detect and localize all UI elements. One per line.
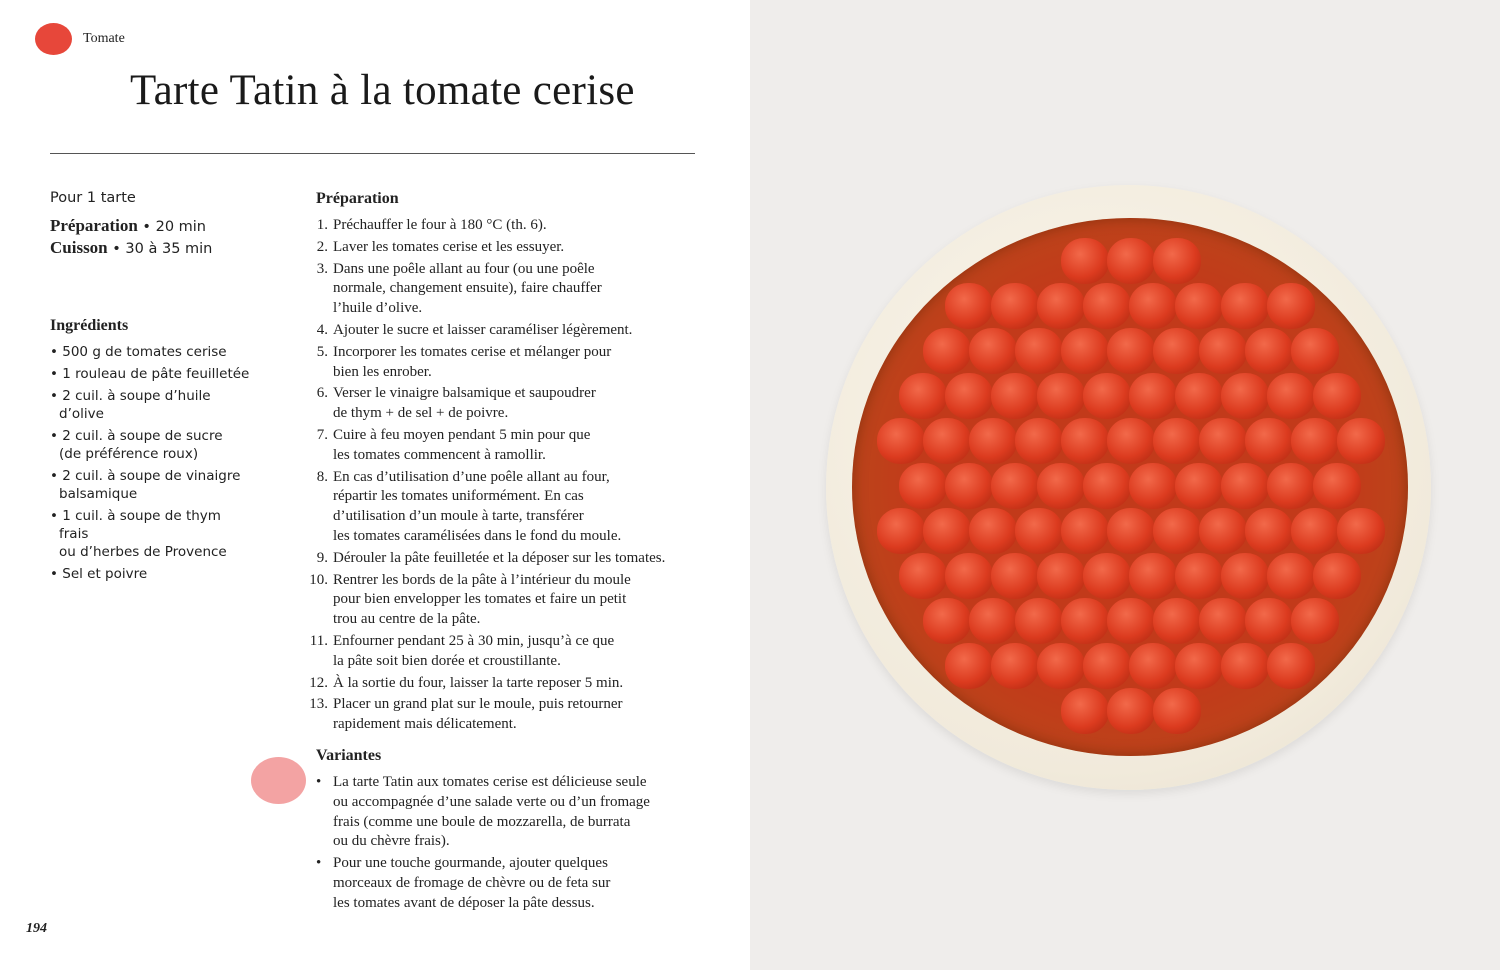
step-number: 2. bbox=[316, 238, 328, 255]
cherry-tomato bbox=[945, 553, 993, 599]
cherry-tomato bbox=[1221, 373, 1269, 419]
tarte-tatin bbox=[852, 218, 1408, 756]
cherry-tomato bbox=[1061, 688, 1109, 734]
step-number: 4. bbox=[316, 321, 328, 338]
cherry-tomato bbox=[1153, 328, 1201, 374]
cherry-tomato bbox=[1267, 643, 1315, 689]
cherry-tomato bbox=[1267, 373, 1315, 419]
cook-time bbox=[50, 238, 212, 258]
cherry-tomato bbox=[1313, 463, 1361, 509]
cherry-tomato bbox=[899, 463, 947, 509]
cherry-tomato bbox=[877, 418, 925, 464]
step-number: 5. bbox=[316, 343, 328, 360]
cherry-tomato bbox=[991, 643, 1039, 689]
ingredient-item: • 1 cuil. à soupe de thym frais ou d’herbes de Provence bbox=[50, 508, 227, 560]
servings: Pour 1 tarte bbox=[50, 190, 136, 206]
bullet: • bbox=[316, 855, 322, 872]
cherry-tomato bbox=[877, 508, 925, 554]
cherry-tomato bbox=[1107, 598, 1155, 644]
step-item bbox=[300, 260, 680, 319]
step-text: En cas d’utilisation d’une poêle allant au four, répartir les tomates uniformément. En cas d’utilisation d’un moule à tarte, transférer les tomates caramélisées dans le fond du moule. bbox=[333, 468, 622, 544]
step-item bbox=[300, 321, 680, 341]
cherry-tomato bbox=[1061, 598, 1109, 644]
cherry-tomato bbox=[1245, 508, 1293, 554]
cherry-tomato bbox=[1107, 328, 1155, 374]
cherry-tomato bbox=[991, 373, 1039, 419]
cherry-tomato bbox=[1199, 418, 1247, 464]
tomato-icon bbox=[251, 757, 306, 804]
cherry-tomato bbox=[1037, 553, 1085, 599]
step-text: Laver les tomates cerise et les essuyer. bbox=[333, 238, 565, 255]
cherry-tomato bbox=[1015, 508, 1063, 554]
time-value: • 20 min bbox=[137, 219, 207, 235]
cherry-tomato bbox=[1221, 463, 1269, 509]
preparation-heading: Préparation bbox=[316, 190, 399, 207]
cherry-tomato bbox=[1267, 463, 1315, 509]
variant-item bbox=[316, 773, 676, 852]
cherry-tomato bbox=[1061, 238, 1109, 284]
bullet: • bbox=[316, 774, 322, 790]
cherry-tomato bbox=[1037, 283, 1085, 329]
cherry-tomato bbox=[1061, 328, 1109, 374]
cherry-tomato bbox=[1245, 598, 1293, 644]
step-number: 13. bbox=[309, 696, 328, 713]
divider bbox=[50, 153, 695, 154]
cherry-tomato bbox=[1129, 283, 1177, 329]
cherry-tomato bbox=[1015, 328, 1063, 374]
cherry-tomato bbox=[1015, 598, 1063, 644]
cherry-tomato bbox=[1291, 418, 1339, 464]
cherry-tomato bbox=[1107, 688, 1155, 734]
time-label: Cuisson bbox=[50, 238, 108, 257]
cherry-tomato bbox=[991, 283, 1039, 329]
ingredient-item: • Sel et poivre bbox=[50, 566, 148, 582]
cherry-tomato bbox=[991, 463, 1039, 509]
cherry-tomato bbox=[1037, 643, 1085, 689]
step-number: 9. bbox=[316, 549, 328, 566]
step-item bbox=[300, 343, 680, 383]
cherry-tomato bbox=[945, 463, 993, 509]
cherry-tomato bbox=[991, 553, 1039, 599]
cherry-tomato bbox=[969, 328, 1017, 374]
cherry-tomato bbox=[1129, 463, 1177, 509]
step-text: Ajouter le sucre et laisser caraméliser légèrement. bbox=[333, 321, 633, 338]
cherry-tomato bbox=[1083, 463, 1131, 509]
ingredient-item: • 1 rouleau de pâte feuilletée bbox=[50, 366, 250, 382]
chapter-label: Tomate bbox=[83, 31, 125, 46]
cherry-tomato bbox=[1175, 283, 1223, 329]
cherry-tomato bbox=[1015, 418, 1063, 464]
cherry-tomato bbox=[945, 643, 993, 689]
cherry-tomato bbox=[1221, 643, 1269, 689]
step-item bbox=[300, 426, 680, 466]
step-text: Dérouler la pâte feuilletée et la déposer sur les tomates. bbox=[333, 549, 666, 566]
cherry-tomato bbox=[1153, 688, 1201, 734]
cherry-tomato bbox=[1175, 373, 1223, 419]
cherry-tomato bbox=[1061, 418, 1109, 464]
cherry-tomato bbox=[1037, 463, 1085, 509]
cherry-tomato bbox=[969, 418, 1017, 464]
cherry-tomato bbox=[1267, 553, 1315, 599]
step-number: 8. bbox=[316, 468, 328, 485]
step-item bbox=[300, 695, 680, 735]
cherry-tomato bbox=[1337, 418, 1385, 464]
ingredient-item: • 2 cuil. à soupe de sucre (de préférence roux) bbox=[50, 428, 223, 462]
cherry-tomato bbox=[1129, 373, 1177, 419]
step-item bbox=[300, 468, 680, 547]
cherry-tomato bbox=[923, 598, 971, 644]
cherry-tomato bbox=[923, 418, 971, 464]
variants-heading: Variantes bbox=[316, 747, 382, 764]
variant-text: Pour une touche gourmande, ajouter quelques morceaux de fromage de chèvre ou de feta sur les tomates avant de déposer la pâte dessus. bbox=[333, 855, 611, 911]
step-item bbox=[300, 216, 680, 236]
cherry-tomato bbox=[969, 598, 1017, 644]
step-item bbox=[300, 549, 680, 569]
variant-text: La tarte Tatin aux tomates cerise est délicieuse seule ou accompagnée d’une salade verte ou d’un fromage frais (comme une boule de mozzarella, de burrata ou du chèvre frais). bbox=[333, 774, 650, 850]
step-text: Incorporer les tomates cerise et mélanger pour bien les enrober. bbox=[333, 343, 612, 380]
cherry-tomato bbox=[1291, 328, 1339, 374]
cherry-tomato bbox=[1291, 508, 1339, 554]
cherry-tomato bbox=[969, 508, 1017, 554]
cherry-tomato bbox=[1199, 598, 1247, 644]
step-text: Cuire à feu moyen pendant 5 min pour que les tomates commencent à ramollir. bbox=[333, 426, 591, 463]
variant-item bbox=[316, 854, 676, 913]
ingredient-item: • 2 cuil. à soupe d’huile d’olive bbox=[50, 388, 211, 422]
step-number: 7. bbox=[316, 426, 328, 443]
time-value: • 30 à 35 min bbox=[107, 241, 213, 257]
cherry-tomato bbox=[923, 328, 971, 374]
cherry-tomato bbox=[1083, 373, 1131, 419]
cherry-tomato bbox=[1107, 508, 1155, 554]
cherry-tomato bbox=[1291, 598, 1339, 644]
step-number: 10. bbox=[309, 571, 328, 588]
cherry-tomato bbox=[1175, 463, 1223, 509]
cherry-tomato bbox=[1199, 328, 1247, 374]
step-item bbox=[300, 238, 680, 258]
cherry-tomato bbox=[1129, 643, 1177, 689]
step-item bbox=[300, 674, 680, 694]
cherry-tomato bbox=[1337, 508, 1385, 554]
step-text: Rentrer les bords de la pâte à l’intérieur du moule pour bien envelopper les tomates et faire un petit trou au centre de la pâte. bbox=[333, 571, 631, 628]
cherry-tomato bbox=[1153, 508, 1201, 554]
cherry-tomato bbox=[1175, 553, 1223, 599]
ingredient-item: • 500 g de tomates cerise bbox=[50, 344, 227, 360]
cherry-tomato bbox=[1221, 283, 1269, 329]
cherry-tomato bbox=[1153, 238, 1201, 284]
cherry-tomato bbox=[1107, 418, 1155, 464]
cherry-tomato bbox=[1313, 553, 1361, 599]
cherry-tomato bbox=[1129, 553, 1177, 599]
cherry-tomato bbox=[945, 373, 993, 419]
cherry-tomato bbox=[1313, 373, 1361, 419]
time-label: Préparation bbox=[50, 216, 138, 235]
cherry-tomato bbox=[1245, 418, 1293, 464]
step-text: À la sortie du four, laisser la tarte reposer 5 min. bbox=[333, 674, 624, 691]
steps-list bbox=[300, 216, 680, 737]
cherry-tomato bbox=[1083, 283, 1131, 329]
cherry-tomato bbox=[1107, 238, 1155, 284]
cherry-tomato bbox=[1175, 643, 1223, 689]
cherry-tomato bbox=[923, 508, 971, 554]
step-item bbox=[300, 632, 680, 672]
cherry-tomato bbox=[1037, 373, 1085, 419]
step-item bbox=[300, 571, 680, 630]
recipe-title: Tarte Tatin à la tomate cerise bbox=[130, 67, 635, 114]
ingredient-item: • 2 cuil. à soupe de vinaigre balsamique bbox=[50, 468, 241, 502]
step-text: Préchauffer le four à 180 °C (th. 6). bbox=[333, 217, 547, 233]
step-item bbox=[300, 384, 680, 424]
step-text: Verser le vinaigre balsamique et saupoudrer de thym + de sel + de poivre. bbox=[333, 385, 596, 422]
prep-time bbox=[50, 216, 206, 236]
cherry-tomato bbox=[945, 283, 993, 329]
cherry-tomato bbox=[1221, 553, 1269, 599]
cherry-tomato bbox=[1153, 598, 1201, 644]
step-number: 12. bbox=[309, 674, 328, 691]
step-text: Enfourner pendant 25 à 30 min, jusqu’à ce que la pâte soit bien dorée et croustillante. bbox=[333, 632, 615, 669]
cherry-tomato bbox=[1245, 328, 1293, 374]
cherry-tomato bbox=[1083, 643, 1131, 689]
cherry-tomato bbox=[899, 373, 947, 419]
step-text: Placer un grand plat sur le moule, puis retourner rapidement mais délicatement. bbox=[333, 696, 623, 733]
step-number: 11. bbox=[309, 632, 328, 649]
cherry-tomato bbox=[1153, 418, 1201, 464]
step-text: Dans une poêle allant au four (ou une poêle normale, changement ensuite), faire chauffer l’huile d’olive. bbox=[333, 260, 602, 317]
ingredients-list bbox=[50, 343, 250, 587]
step-number: 1. bbox=[316, 217, 328, 233]
cherry-tomato bbox=[1199, 508, 1247, 554]
cherry-tomato bbox=[899, 553, 947, 599]
variants-list bbox=[316, 773, 676, 916]
cherry-tomato bbox=[1083, 553, 1131, 599]
cherry-tomato bbox=[1267, 283, 1315, 329]
cherry-tomato bbox=[1061, 508, 1109, 554]
tomato-icon bbox=[35, 23, 72, 55]
page-number: 194 bbox=[26, 921, 47, 936]
ingredients-heading: Ingrédients bbox=[50, 317, 129, 334]
step-number: 3. bbox=[316, 260, 328, 277]
step-number: 6. bbox=[316, 385, 328, 402]
